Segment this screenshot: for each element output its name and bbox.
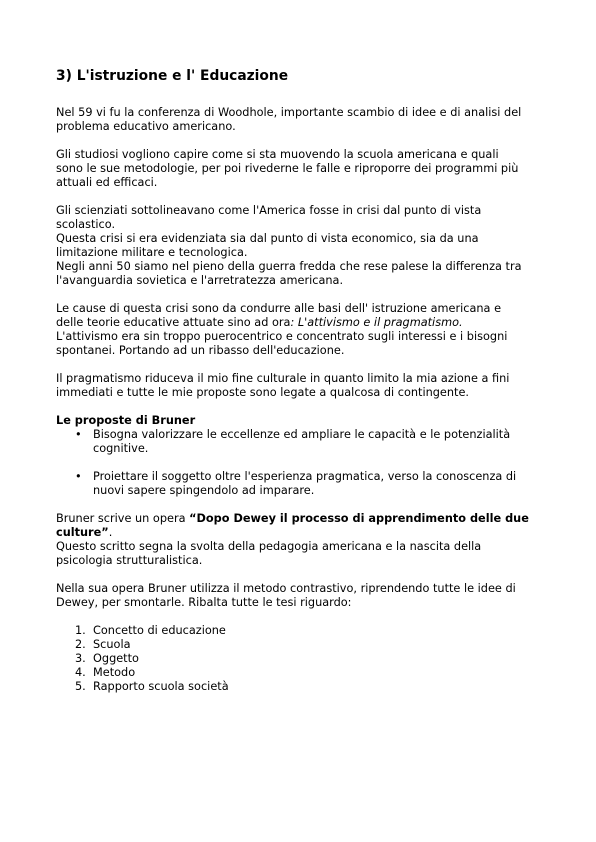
text-line: l'avanguardia sovietica e l'arretratezza americana. xyxy=(56,274,344,287)
paragraph-cause xyxy=(56,302,542,358)
list-item-text: Oggetto xyxy=(93,652,139,665)
text-line: Dewey, per smontarle. Ribalta tutte le tesi riguardo: xyxy=(56,596,352,609)
text-line: Proiettare il soggetto oltre l'esperienza pragmatica, verso la conoscenza di xyxy=(93,470,517,483)
list-number: 5. xyxy=(75,680,86,693)
text-line: nuovi sapere spingendolo ad imparare. xyxy=(93,484,315,497)
list-number: 4. xyxy=(75,666,86,679)
list-number: 2. xyxy=(75,638,86,651)
text-line: Il pragmatismo riduceva il mio fine culturale in quanto limito la mia azione a fini xyxy=(56,372,510,385)
list-item xyxy=(56,652,542,666)
text-line: spontanei. Portando ad un ribasso dell'educazione. xyxy=(56,344,345,357)
text-line: Nella sua opera Bruner utilizza il metodo contrastivo, riprendendo tutte le idee di xyxy=(56,582,516,595)
text-run: . xyxy=(108,526,113,539)
document-page xyxy=(56,66,542,694)
paragraph-studiosi xyxy=(56,148,542,190)
text-line: limitazione militare e tecnologica. xyxy=(56,246,248,259)
list-item xyxy=(56,666,542,680)
text-run: Bruner scrive un opera xyxy=(56,512,190,525)
bullet-item xyxy=(56,428,542,456)
bullet-icon: • xyxy=(75,428,82,441)
text-line: Questo scritto segna la svolta della pedagogia americana e la nascita della xyxy=(56,540,482,553)
text-line: scolastico. xyxy=(56,218,116,231)
list-item xyxy=(56,680,542,694)
list-item-text: Rapporto scuola società xyxy=(93,680,229,693)
list-number: 3. xyxy=(75,652,86,665)
paragraph-contrastivo xyxy=(56,582,542,610)
text-line: sono le sue metodologie, per poi rivederne le falle e riproporre dei programmi più xyxy=(56,162,519,175)
text-line: Questa crisi si era evidenziata sia dal punto di vista economico, sia da una xyxy=(56,232,479,245)
text-line: Le cause di questa crisi sono da condurre alle basi dell' istruzione americana e xyxy=(56,302,502,315)
text-line: Nel 59 vi fu la conferenza di Woodhole, importante scambio di idee e di analisi del xyxy=(56,106,522,119)
bullet-icon: • xyxy=(75,470,82,483)
bullet-list xyxy=(56,428,542,498)
bold-title: culture” xyxy=(56,526,109,539)
list-item xyxy=(56,624,542,638)
subheading-proposte: Le proposte di Bruner xyxy=(56,414,196,427)
text-line: attuali ed efficaci. xyxy=(56,176,158,189)
text-line: Negli anni 50 siamo nel pieno della guerra fredda che rese palese la differenza tra xyxy=(56,260,522,273)
text-line: Gli studiosi vogliono capire come si sta muovendo la scuola americana e quali xyxy=(56,148,499,161)
list-item xyxy=(56,638,542,652)
text-line xyxy=(56,316,542,330)
text-line: Bisogna valorizzare le eccellenze ed ampliare le capacità e le potenzialità xyxy=(93,428,511,441)
paragraph-dopo-dewey xyxy=(56,512,542,568)
text-line: immediati e tutte le mie proposte sono legate a qualcosa di contingente. xyxy=(56,386,470,399)
paragraph-woodhole xyxy=(56,106,542,134)
paragraph-pragmatismo xyxy=(56,372,542,400)
list-item-text: Scuola xyxy=(93,638,131,651)
list-item-text: Concetto di educazione xyxy=(93,624,226,637)
text-run: delle teorie educative attuate sino ad ora xyxy=(56,316,291,329)
numbered-list xyxy=(56,624,542,694)
list-item-text: Metodo xyxy=(93,666,136,679)
bold-title: “Dopo Dewey il processo di apprendimento delle due xyxy=(189,512,529,525)
text-line: L'attivismo era sin troppo puerocentrico e concentrato sugli interessi e i bisogni xyxy=(56,330,508,343)
text-line xyxy=(56,526,542,540)
bullet-item xyxy=(56,470,542,498)
italic-text: : L'attivismo e il pragmatismo. xyxy=(290,316,463,329)
list-number: 1. xyxy=(75,624,86,637)
text-line: problema educativo americano. xyxy=(56,120,236,133)
text-line: psicologia strutturalistica. xyxy=(56,554,203,567)
text-line xyxy=(56,512,542,526)
text-line: cognitive. xyxy=(93,442,149,455)
section-heading: 3) L'istruzione e l' Educazione xyxy=(56,68,289,84)
paragraph-scienziati xyxy=(56,204,542,288)
text-line: Gli scienziati sottolineavano come l'America fosse in crisi dal punto di vista xyxy=(56,204,482,217)
